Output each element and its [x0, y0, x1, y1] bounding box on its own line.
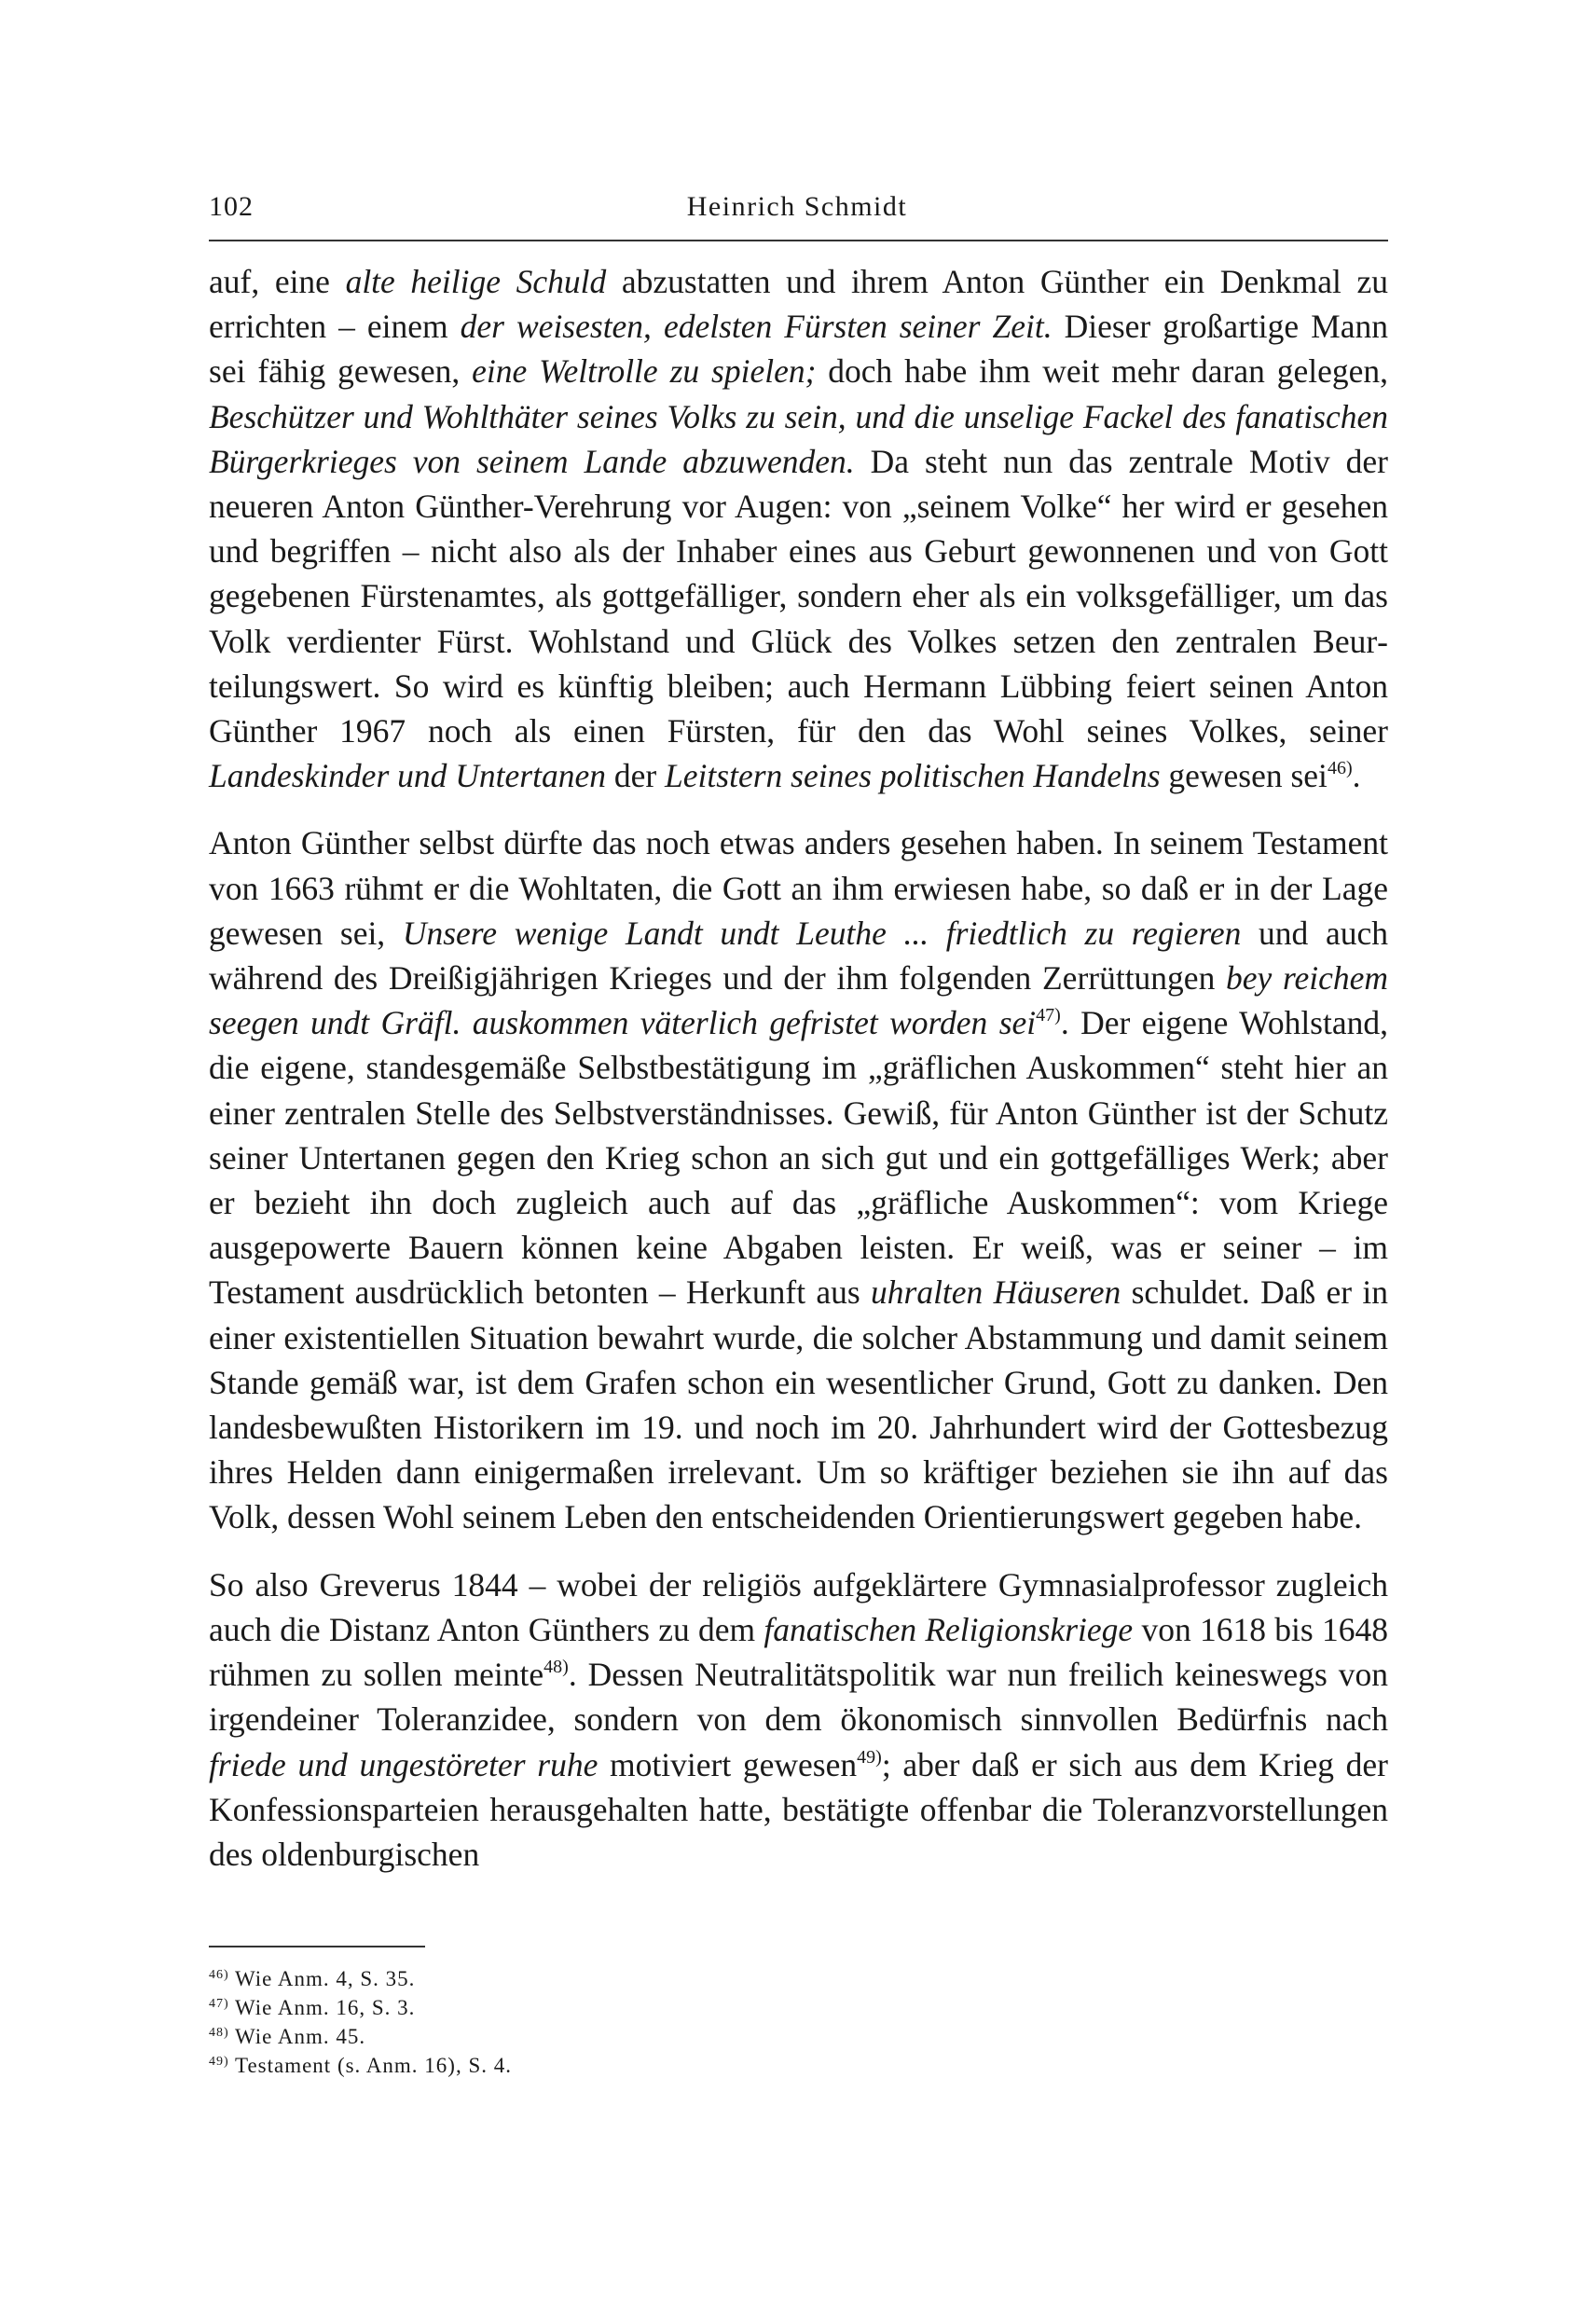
footnote-reference: 49) [857, 1746, 882, 1768]
footnote-text: Wie Anm. 16, S. 3. [228, 1996, 416, 2019]
footnote-mark: 47) [209, 1997, 229, 2011]
text-run: und auch während des Dreißigjährigen Krieges und der ihm folgenden Zerrüttungen [209, 914, 1388, 998]
italic-quote: alte heilige Schuld [345, 263, 607, 300]
italic-quote: Beschützer und Wohlthäter seines Volks zu sein, und die unselige Fackel des fanatischen Bürgerkrieges von seinem Lande abzuwenden. [209, 397, 1388, 480]
text-run: Anton Günther selbst dürfte das noch etwas anders gesehen haben. In seinem Testament von 1663 rühmt er die Wohltaten, die Gott an ihm erwiesen habe, so daß er in der Lage gewesen sei, [209, 824, 1388, 952]
italic-quote: Unsere wenige Landt undt Leuthe ... friedtlich zu regieren [402, 914, 1242, 952]
italic-quote: uhralten Häuseren [871, 1273, 1121, 1312]
footnote-mark: 49) [209, 2055, 229, 2069]
page-header [205, 191, 1389, 228]
text-run: ; aber daß er sich aus dem Krieg der Konfessionsparteien herausgehalten hatte, bestätigte offenbar die Toleranzvorstellungen des oldenburgischen [209, 1745, 1388, 1873]
running-head: Heinrich Schmidt [686, 191, 908, 222]
text-run: schuldet. Daß er in einer existentiellen Situation bewahrt wurde, die solcher Abstammung und damit seinem Stande gemäß war, ist dem Grafen schon ein wesentlicher Grund, Gott zu danken. Den landesbewußten Historikern im 19. und noch im 20. Jahrhundert wird der Gottesbezug ihres Helden dann einigermaßen irrelevant. Um so kräftiger beziehen sie ihn auf das Volk, dessen Wohl seinem Leben den entscheidenden Orientierungswert gegeben habe. [209, 1273, 1389, 1536]
body-text [209, 259, 1388, 1899]
text-run: motiviert gewesen [598, 1745, 858, 1783]
footnotes [209, 1964, 1048, 2080]
header-rule [209, 240, 1388, 241]
text-run: gewesen sei [1160, 757, 1328, 795]
italic-quote: fanatischen Religionskriege [764, 1610, 1134, 1648]
italic-quote: bey reichem seegen undt Gräfl. auskommen väterlich gefristet worden sei [209, 959, 1388, 1042]
footnote-text: Wie Anm. 4, S. 35. [228, 1967, 416, 1990]
text-run: von 1618 bis 1648 rühmen zu sollen meinte [209, 1610, 1388, 1694]
page-number: 102 [209, 191, 254, 222]
text-run: . [1352, 757, 1361, 795]
paragraph [209, 820, 1388, 1539]
footnote-reference: 48) [543, 1657, 569, 1678]
paragraph [209, 1562, 1388, 1877]
footnote-text: Testament (s. Anm. 16), S. 4. [228, 2054, 512, 2077]
italic-quote: friede und ungestöreter ruhe [209, 1745, 598, 1783]
text-run: auf, eine [209, 263, 346, 300]
text-run: abzustatten und ihrem Anton Günther ein Denkmal zu errichten – einem [209, 263, 1388, 346]
text-run: Dieser großartige Mann sei fähig gewesen, [209, 308, 1388, 391]
footnote-reference: 46) [1327, 758, 1353, 779]
text-run: der [605, 757, 666, 795]
footnote [209, 1964, 1048, 1993]
footnote-text: Wie Anm. 45. [228, 2025, 366, 2048]
footnote-reference: 47) [1036, 1005, 1061, 1026]
italic-quote: der weisesten, edelsten Fürsten seiner Zeit. [460, 308, 1053, 346]
footnote-rule [209, 1946, 425, 1947]
italic-quote: Leitstern seines politischen Handelns [665, 757, 1161, 795]
text-run: So also Greverus 1844 – wobei der religiös aufgeklärtere Gymnasialprofessor zugleich auch die Distanz Anton Günthers zu dem [209, 1565, 1388, 1648]
footnote-mark: 46) [209, 1968, 229, 1982]
footnote [209, 2022, 1048, 2051]
footnote [209, 2051, 1048, 2080]
paragraph [209, 259, 1388, 798]
text-run: doch habe ihm weit mehr daran gelegen, [816, 352, 1389, 391]
text-run: . Dessen Neutralitätspolitik war nun freilich keineswegs von irgendeiner Toleranzidee, sondern von dem ökonomisch sinnvollen Bedürfnis nach [209, 1656, 1388, 1739]
text-run: Da steht nun das zentrale Motiv der neueren Anton Günther-Verehrung vor Augen: von „seinem Volke“ her wird er gesehen und begriffen – nicht also als der Inhaber eines aus Geburt gewonnenen und von Gott gegebenen Fürstenamtes, als gottgefälliger, sondern eher als ein volksgefälliger, um das Volk verdienter Fürst. Wohlstand und Glück des Volkes setzen den zentralen Beurteilungswert. So wird es künftig bleiben; auch Hermann Lübbing feiert seinen Anton Günther 1967 noch als einen Fürsten, für den das Wohl seines Volkes, seiner [209, 442, 1388, 750]
italic-quote: eine Weltrolle zu spielen; [472, 352, 817, 391]
footnote-mark: 48) [209, 2026, 229, 2040]
italic-quote: Landeskinder und Untertanen [209, 757, 606, 795]
footnote [209, 1993, 1048, 2022]
text-run: . Der eigene Wohlstand, die eigene, standesgemäße Selbstbestätigung im „gräflichen Auskommen“ steht hier an einer zentralen Stelle des Selbstverständnisses. Gewiß, für Anton Günther ist der Schutz seiner Untertanen gegen den Krieg schon an sich gut und ein gottgefälliges Werk; aber er bezieht ihn doch zugleich auch auf das „gräfliche Auskommen“: vom Kriege ausgepowerte Bauern können keine Abgaben leisten. Er weiß, was er seiner – im Testament ausdrücklich betonten – Herkunft aus [209, 1004, 1388, 1312]
